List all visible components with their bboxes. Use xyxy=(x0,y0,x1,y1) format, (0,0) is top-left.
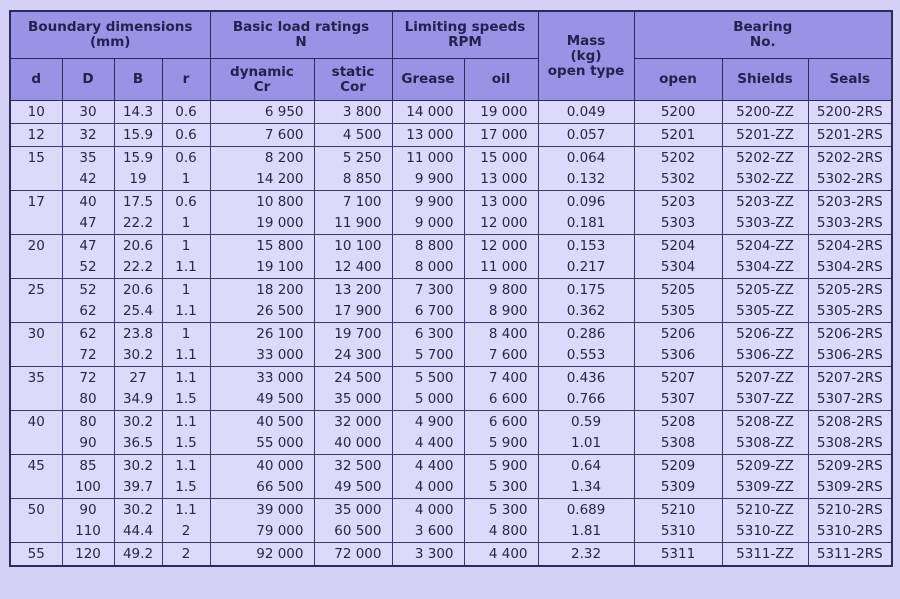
cell-mass: 0.436 xyxy=(538,367,634,390)
cell-D-outer: 110 xyxy=(62,521,114,543)
cell-open: 5206 xyxy=(634,323,722,346)
cell-r: 0.6 xyxy=(162,191,210,214)
table-row xyxy=(10,411,892,434)
cell-seals: 5201-2RS xyxy=(808,124,892,147)
cell-shields: 5207-ZZ xyxy=(722,367,808,390)
cell-d xyxy=(10,433,62,455)
table-row xyxy=(10,235,892,258)
cell-D-outer: 62 xyxy=(62,323,114,346)
cell-mass: 0.766 xyxy=(538,389,634,411)
cell-mass: 1.01 xyxy=(538,433,634,455)
cell-dynamic-cr: 18 200 xyxy=(210,279,314,302)
cell-oil: 5 300 xyxy=(464,477,538,499)
header-bearing-no: Bearing No. xyxy=(634,11,892,59)
cell-B: 30.2 xyxy=(114,345,162,367)
cell-grease: 4 000 xyxy=(392,477,464,499)
cell-D-outer: 72 xyxy=(62,367,114,390)
cell-oil: 9 800 xyxy=(464,279,538,302)
cell-d: 10 xyxy=(10,101,62,124)
table-row xyxy=(10,477,892,499)
table-row xyxy=(10,323,892,346)
cell-r: 1 xyxy=(162,279,210,302)
table-row xyxy=(10,147,892,170)
cell-static-cor: 72 000 xyxy=(314,543,392,567)
cell-seals: 5311-2RS xyxy=(808,543,892,567)
cell-mass: 0.689 xyxy=(538,499,634,522)
cell-D-outer: 90 xyxy=(62,499,114,522)
cell-oil: 11 000 xyxy=(464,257,538,279)
cell-grease: 4 400 xyxy=(392,433,464,455)
cell-r: 1.1 xyxy=(162,301,210,323)
col-header-dynamic: dynamic Cr xyxy=(210,59,314,101)
cell-mass: 0.64 xyxy=(538,455,634,478)
cell-shields: 5204-ZZ xyxy=(722,235,808,258)
cell-grease: 5 700 xyxy=(392,345,464,367)
col-header-shields: Shields xyxy=(722,59,808,101)
cell-shields: 5202-ZZ xyxy=(722,147,808,170)
cell-open: 5309 xyxy=(634,477,722,499)
cell-mass: 0.286 xyxy=(538,323,634,346)
cell-B: 27 xyxy=(114,367,162,390)
cell-d xyxy=(10,521,62,543)
cell-grease: 4 900 xyxy=(392,411,464,434)
cell-grease: 3 300 xyxy=(392,543,464,567)
cell-dynamic-cr: 14 200 xyxy=(210,169,314,191)
cell-static-cor: 49 500 xyxy=(314,477,392,499)
cell-B: 14.3 xyxy=(114,101,162,124)
cell-shields: 5308-ZZ xyxy=(722,433,808,455)
cell-dynamic-cr: 92 000 xyxy=(210,543,314,567)
cell-shields: 5307-ZZ xyxy=(722,389,808,411)
cell-D-outer: 52 xyxy=(62,279,114,302)
cell-mass: 0.064 xyxy=(538,147,634,170)
cell-mass: 0.362 xyxy=(538,301,634,323)
cell-dynamic-cr: 26 100 xyxy=(210,323,314,346)
cell-seals: 5303-2RS xyxy=(808,213,892,235)
cell-d: 50 xyxy=(10,499,62,522)
cell-r: 1 xyxy=(162,213,210,235)
cell-static-cor: 35 000 xyxy=(314,389,392,411)
cell-B: 22.2 xyxy=(114,213,162,235)
header-basic-load-ratings: Basic load ratings N xyxy=(210,11,392,59)
cell-oil: 13 000 xyxy=(464,169,538,191)
cell-D-outer: 32 xyxy=(62,124,114,147)
cell-grease: 11 000 xyxy=(392,147,464,170)
cell-dynamic-cr: 26 500 xyxy=(210,301,314,323)
cell-static-cor: 3 800 xyxy=(314,101,392,124)
header-limiting-speeds: Limiting speeds RPM xyxy=(392,11,538,59)
cell-dynamic-cr: 6 950 xyxy=(210,101,314,124)
table-row xyxy=(10,455,892,478)
cell-r: 1.1 xyxy=(162,257,210,279)
table-row xyxy=(10,543,892,567)
col-header-static: static Cor xyxy=(314,59,392,101)
cell-dynamic-cr: 19 100 xyxy=(210,257,314,279)
cell-grease: 8 800 xyxy=(392,235,464,258)
cell-r: 1.1 xyxy=(162,345,210,367)
cell-static-cor: 5 250 xyxy=(314,147,392,170)
cell-D-outer: 72 xyxy=(62,345,114,367)
header-boundary-dimensions: Boundary dimensions (mm) xyxy=(10,11,210,59)
cell-open: 5303 xyxy=(634,213,722,235)
cell-open: 5205 xyxy=(634,279,722,302)
cell-D-outer: 62 xyxy=(62,301,114,323)
cell-grease: 9 000 xyxy=(392,213,464,235)
cell-oil: 12 000 xyxy=(464,213,538,235)
table-row xyxy=(10,345,892,367)
cell-oil: 7 600 xyxy=(464,345,538,367)
cell-grease: 5 500 xyxy=(392,367,464,390)
cell-r: 2 xyxy=(162,543,210,567)
cell-oil: 5 900 xyxy=(464,433,538,455)
cell-shields: 5306-ZZ xyxy=(722,345,808,367)
cell-shields: 5303-ZZ xyxy=(722,213,808,235)
cell-D-outer: 80 xyxy=(62,389,114,411)
cell-seals: 5210-2RS xyxy=(808,499,892,522)
cell-mass: 0.553 xyxy=(538,345,634,367)
cell-grease: 3 600 xyxy=(392,521,464,543)
cell-oil: 5 300 xyxy=(464,499,538,522)
cell-static-cor: 32 500 xyxy=(314,455,392,478)
cell-B: 30.2 xyxy=(114,455,162,478)
cell-open: 5208 xyxy=(634,411,722,434)
table-row xyxy=(10,301,892,323)
cell-shields: 5304-ZZ xyxy=(722,257,808,279)
cell-r: 1 xyxy=(162,323,210,346)
cell-seals: 5202-2RS xyxy=(808,147,892,170)
cell-static-cor: 13 200 xyxy=(314,279,392,302)
cell-r: 1.1 xyxy=(162,367,210,390)
cell-shields: 5309-ZZ xyxy=(722,477,808,499)
cell-D-outer: 47 xyxy=(62,213,114,235)
cell-r: 1.1 xyxy=(162,411,210,434)
cell-seals: 5309-2RS xyxy=(808,477,892,499)
cell-D-outer: 47 xyxy=(62,235,114,258)
cell-r: 1.5 xyxy=(162,477,210,499)
cell-open: 5209 xyxy=(634,455,722,478)
cell-shields: 5311-ZZ xyxy=(722,543,808,567)
cell-oil: 6 600 xyxy=(464,411,538,434)
cell-shields: 5209-ZZ xyxy=(722,455,808,478)
col-header-grease: Grease xyxy=(392,59,464,101)
cell-static-cor: 4 500 xyxy=(314,124,392,147)
cell-dynamic-cr: 66 500 xyxy=(210,477,314,499)
cell-seals: 5302-2RS xyxy=(808,169,892,191)
cell-seals: 5304-2RS xyxy=(808,257,892,279)
cell-dynamic-cr: 55 000 xyxy=(210,433,314,455)
cell-B: 20.6 xyxy=(114,235,162,258)
cell-static-cor: 12 400 xyxy=(314,257,392,279)
cell-oil: 7 400 xyxy=(464,367,538,390)
cell-grease: 14 000 xyxy=(392,101,464,124)
cell-static-cor: 32 000 xyxy=(314,411,392,434)
cell-d: 12 xyxy=(10,124,62,147)
cell-oil: 15 000 xyxy=(464,147,538,170)
table-row xyxy=(10,499,892,522)
cell-mass: 0.217 xyxy=(538,257,634,279)
cell-open: 5210 xyxy=(634,499,722,522)
cell-dynamic-cr: 19 000 xyxy=(210,213,314,235)
cell-static-cor: 17 900 xyxy=(314,301,392,323)
cell-seals: 5207-2RS xyxy=(808,367,892,390)
cell-d: 17 xyxy=(10,191,62,214)
cell-d xyxy=(10,345,62,367)
cell-dynamic-cr: 40 500 xyxy=(210,411,314,434)
cell-dynamic-cr: 39 000 xyxy=(210,499,314,522)
cell-oil: 17 000 xyxy=(464,124,538,147)
cell-static-cor: 11 900 xyxy=(314,213,392,235)
cell-grease: 4 400 xyxy=(392,455,464,478)
cell-mass: 0.181 xyxy=(538,213,634,235)
cell-mass: 0.057 xyxy=(538,124,634,147)
cell-open: 5204 xyxy=(634,235,722,258)
cell-oil: 12 000 xyxy=(464,235,538,258)
cell-shields: 5205-ZZ xyxy=(722,279,808,302)
cell-r: 0.6 xyxy=(162,147,210,170)
cell-D-outer: 100 xyxy=(62,477,114,499)
cell-shields: 5200-ZZ xyxy=(722,101,808,124)
cell-r: 2 xyxy=(162,521,210,543)
cell-d: 15 xyxy=(10,147,62,170)
table-row xyxy=(10,191,892,214)
cell-oil: 4 400 xyxy=(464,543,538,567)
cell-static-cor: 24 300 xyxy=(314,345,392,367)
cell-dynamic-cr: 33 000 xyxy=(210,367,314,390)
cell-dynamic-cr: 10 800 xyxy=(210,191,314,214)
cell-mass: 0.096 xyxy=(538,191,634,214)
cell-d xyxy=(10,301,62,323)
cell-seals: 5209-2RS xyxy=(808,455,892,478)
cell-grease: 5 000 xyxy=(392,389,464,411)
cell-dynamic-cr: 7 600 xyxy=(210,124,314,147)
cell-d: 40 xyxy=(10,411,62,434)
cell-B: 36.5 xyxy=(114,433,162,455)
cell-oil: 19 000 xyxy=(464,101,538,124)
cell-D-outer: 40 xyxy=(62,191,114,214)
cell-mass: 0.049 xyxy=(538,101,634,124)
cell-D-outer: 52 xyxy=(62,257,114,279)
cell-d: 20 xyxy=(10,235,62,258)
cell-dynamic-cr: 79 000 xyxy=(210,521,314,543)
col-header-d: d xyxy=(10,59,62,101)
cell-open: 5304 xyxy=(634,257,722,279)
cell-mass: 1.81 xyxy=(538,521,634,543)
cell-d xyxy=(10,169,62,191)
bearing-spec-table xyxy=(9,10,893,567)
cell-seals: 5305-2RS xyxy=(808,301,892,323)
cell-r: 1.1 xyxy=(162,499,210,522)
cell-seals: 5310-2RS xyxy=(808,521,892,543)
table-row xyxy=(10,169,892,191)
cell-d xyxy=(10,389,62,411)
cell-dynamic-cr: 33 000 xyxy=(210,345,314,367)
cell-B: 15.9 xyxy=(114,124,162,147)
cell-seals: 5306-2RS xyxy=(808,345,892,367)
cell-shields: 5302-ZZ xyxy=(722,169,808,191)
table-row xyxy=(10,101,892,124)
table-row xyxy=(10,124,892,147)
col-header-oil: oil xyxy=(464,59,538,101)
cell-open: 5203 xyxy=(634,191,722,214)
cell-d: 45 xyxy=(10,455,62,478)
col-header-open: open xyxy=(634,59,722,101)
table-row xyxy=(10,213,892,235)
cell-open: 5308 xyxy=(634,433,722,455)
cell-B: 23.8 xyxy=(114,323,162,346)
cell-static-cor: 10 100 xyxy=(314,235,392,258)
cell-d: 35 xyxy=(10,367,62,390)
cell-oil: 8 400 xyxy=(464,323,538,346)
cell-shields: 5201-ZZ xyxy=(722,124,808,147)
cell-open: 5302 xyxy=(634,169,722,191)
cell-open: 5306 xyxy=(634,345,722,367)
cell-mass: 0.59 xyxy=(538,411,634,434)
cell-shields: 5210-ZZ xyxy=(722,499,808,522)
cell-grease: 13 000 xyxy=(392,124,464,147)
cell-open: 5311 xyxy=(634,543,722,567)
cell-seals: 5200-2RS xyxy=(808,101,892,124)
cell-mass: 2.32 xyxy=(538,543,634,567)
cell-r: 1.5 xyxy=(162,389,210,411)
table-row xyxy=(10,389,892,411)
cell-r: 1 xyxy=(162,235,210,258)
cell-open: 5305 xyxy=(634,301,722,323)
cell-open: 5207 xyxy=(634,367,722,390)
cell-mass: 0.175 xyxy=(538,279,634,302)
cell-r: 1.5 xyxy=(162,433,210,455)
cell-B: 17.5 xyxy=(114,191,162,214)
cell-B: 44.4 xyxy=(114,521,162,543)
cell-seals: 5205-2RS xyxy=(808,279,892,302)
cell-mass: 1.34 xyxy=(538,477,634,499)
cell-open: 5200 xyxy=(634,101,722,124)
cell-shields: 5305-ZZ xyxy=(722,301,808,323)
col-header-B: B xyxy=(114,59,162,101)
cell-B: 30.2 xyxy=(114,411,162,434)
cell-B: 15.9 xyxy=(114,147,162,170)
cell-dynamic-cr: 40 000 xyxy=(210,455,314,478)
cell-static-cor: 40 000 xyxy=(314,433,392,455)
cell-grease: 6 700 xyxy=(392,301,464,323)
cell-d xyxy=(10,477,62,499)
cell-D-outer: 35 xyxy=(62,147,114,170)
cell-grease: 7 300 xyxy=(392,279,464,302)
cell-D-outer: 80 xyxy=(62,411,114,434)
cell-dynamic-cr: 8 200 xyxy=(210,147,314,170)
table-row xyxy=(10,433,892,455)
cell-d: 55 xyxy=(10,543,62,567)
cell-B: 22.2 xyxy=(114,257,162,279)
col-header-D-outer: D xyxy=(62,59,114,101)
cell-D-outer: 90 xyxy=(62,433,114,455)
cell-open: 5202 xyxy=(634,147,722,170)
cell-mass: 0.153 xyxy=(538,235,634,258)
cell-dynamic-cr: 49 500 xyxy=(210,389,314,411)
bearing-spec-table-wrapper xyxy=(9,10,893,567)
cell-seals: 5307-2RS xyxy=(808,389,892,411)
header-mass: Mass (kg) open type xyxy=(538,11,634,101)
cell-grease: 6 300 xyxy=(392,323,464,346)
cell-B: 30.2 xyxy=(114,499,162,522)
cell-static-cor: 7 100 xyxy=(314,191,392,214)
cell-seals: 5208-2RS xyxy=(808,411,892,434)
table-row xyxy=(10,257,892,279)
cell-B: 19 xyxy=(114,169,162,191)
col-header-r: r xyxy=(162,59,210,101)
cell-static-cor: 60 500 xyxy=(314,521,392,543)
cell-oil: 5 900 xyxy=(464,455,538,478)
cell-D-outer: 120 xyxy=(62,543,114,567)
cell-B: 20.6 xyxy=(114,279,162,302)
cell-oil: 8 900 xyxy=(464,301,538,323)
cell-d xyxy=(10,257,62,279)
cell-static-cor: 35 000 xyxy=(314,499,392,522)
cell-B: 34.9 xyxy=(114,389,162,411)
cell-B: 39.7 xyxy=(114,477,162,499)
table-row xyxy=(10,279,892,302)
cell-static-cor: 19 700 xyxy=(314,323,392,346)
cell-B: 25.4 xyxy=(114,301,162,323)
cell-seals: 5203-2RS xyxy=(808,191,892,214)
cell-open: 5310 xyxy=(634,521,722,543)
cell-d xyxy=(10,213,62,235)
cell-shields: 5310-ZZ xyxy=(722,521,808,543)
cell-oil: 4 800 xyxy=(464,521,538,543)
cell-open: 5307 xyxy=(634,389,722,411)
cell-dynamic-cr: 15 800 xyxy=(210,235,314,258)
col-header-seals: Seals xyxy=(808,59,892,101)
cell-static-cor: 8 850 xyxy=(314,169,392,191)
cell-mass: 0.132 xyxy=(538,169,634,191)
cell-shields: 5206-ZZ xyxy=(722,323,808,346)
cell-grease: 4 000 xyxy=(392,499,464,522)
cell-D-outer: 85 xyxy=(62,455,114,478)
cell-shields: 5208-ZZ xyxy=(722,411,808,434)
table-row xyxy=(10,367,892,390)
cell-d: 30 xyxy=(10,323,62,346)
cell-oil: 6 600 xyxy=(464,389,538,411)
cell-grease: 8 000 xyxy=(392,257,464,279)
cell-seals: 5308-2RS xyxy=(808,433,892,455)
cell-open: 5201 xyxy=(634,124,722,147)
cell-r: 1 xyxy=(162,169,210,191)
cell-grease: 9 900 xyxy=(392,169,464,191)
cell-seals: 5206-2RS xyxy=(808,323,892,346)
cell-grease: 9 900 xyxy=(392,191,464,214)
cell-seals: 5204-2RS xyxy=(808,235,892,258)
cell-d: 25 xyxy=(10,279,62,302)
cell-D-outer: 42 xyxy=(62,169,114,191)
cell-oil: 13 000 xyxy=(464,191,538,214)
table-row xyxy=(10,521,892,543)
cell-static-cor: 24 500 xyxy=(314,367,392,390)
cell-r: 1.1 xyxy=(162,455,210,478)
cell-D-outer: 30 xyxy=(62,101,114,124)
cell-B: 49.2 xyxy=(114,543,162,567)
cell-r: 0.6 xyxy=(162,124,210,147)
cell-r: 0.6 xyxy=(162,101,210,124)
cell-shields: 5203-ZZ xyxy=(722,191,808,214)
